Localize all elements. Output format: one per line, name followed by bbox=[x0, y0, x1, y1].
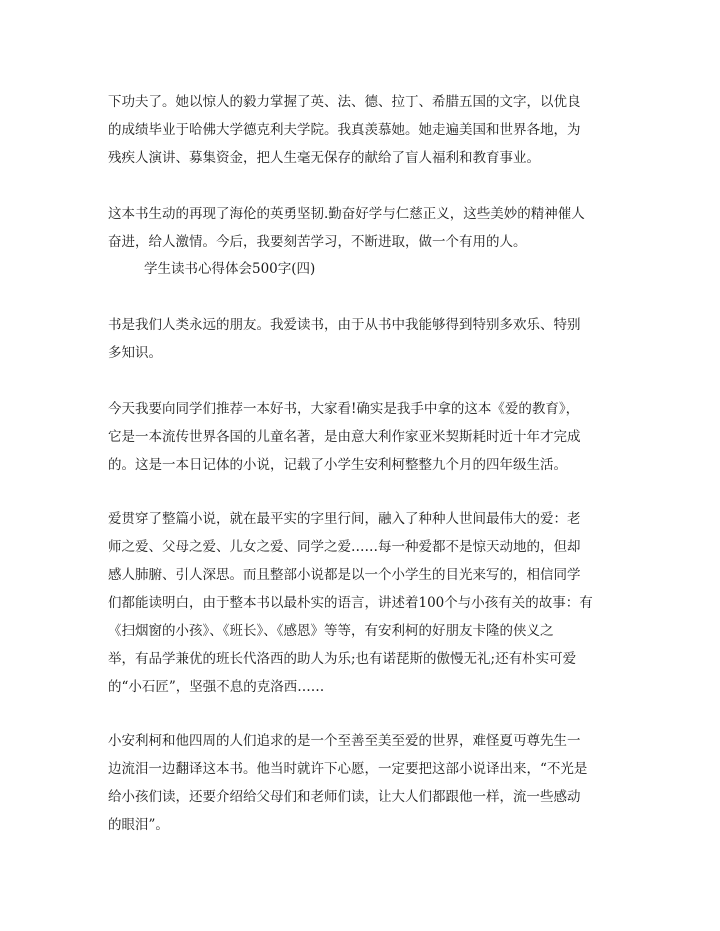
paragraph-helen-achievements bbox=[108, 88, 622, 172]
text-line: 感人肺腑、引人深思。而且整部小说都是以一个小学生的目光来写的，相信同学 bbox=[108, 567, 581, 583]
text-line: 它是一本流传世界各国的儿童名著，是由意大利作家亚米契斯耗时近十年才完成 bbox=[108, 429, 581, 445]
text-line: 下功夫了。她以惊人的毅力掌握了英、法、德、拉丁、希腊五国的文字，以优良 bbox=[108, 94, 581, 110]
text-line: 的“小石匠”，坚强不息的克洛西…… bbox=[108, 679, 325, 695]
text-line: 今天我要向同学们推荐一本好书，大家看!确实是我手中拿的这本《爱的教育》， bbox=[108, 401, 580, 417]
paragraph-love-theme bbox=[108, 505, 622, 701]
text-line: 残疾人演讲、募集资金，把人生毫无保存的献给了盲人福利和教育事业。 bbox=[108, 150, 540, 166]
text-line: 奋进，给人激情。今后，我要刻苦学习，不断进取，做一个有用的人。 bbox=[108, 234, 527, 250]
text-line: 《扫烟窗的小孩》、《班长》、《感恩》等等，有安利柯的好朋友卡隆的侠义之 bbox=[108, 623, 554, 639]
text-line: 给小孩们读，还要介绍给父母们和老师们读，让大人们都跟他一样，流一些感动 bbox=[108, 789, 581, 805]
text-line: 爱贯穿了整篇小说，就在最平实的字里行间，融入了种种人世间最伟大的爱：老 bbox=[108, 511, 581, 527]
section-heading: 学生读书心得体会500字(四) bbox=[144, 261, 316, 277]
paragraph-books-friends bbox=[108, 311, 622, 367]
text-line: 们都能读明白，由于整本书以最朴实的语言，讲述着100个与小孩有关的故事：有 bbox=[108, 595, 593, 611]
text-line: 的成绩毕业于哈佛大学德克利夫学院。我真羡慕她。她走遍美国和世界各地，为 bbox=[108, 122, 581, 138]
paragraph-translator-story bbox=[108, 727, 622, 839]
text-line: 书是我们人类永远的朋友。我爱读书，由于从书中我能够得到特别多欢乐、特别 bbox=[108, 317, 581, 333]
text-line: 的眼泪”。 bbox=[108, 817, 169, 833]
paragraph-book-recommendation bbox=[108, 395, 622, 479]
text-line: 师之爱、父母之爱、儿女之爱、同学之爱……每一种爱都不是惊天动地的，但却 bbox=[108, 539, 581, 555]
text-line: 举，有品学兼优的班长代洛西的助人为乐;也有诺琵斯的傲慢无礼;还有朴实可爱 bbox=[108, 651, 577, 667]
text-line: 的。这是一本日记体的小说，记载了小学生安利柯整整九个月的四年级生活。 bbox=[108, 457, 567, 473]
text-line: 边流泪一边翻译这本书。他当时就许下心愿，一定要把这部小说译出来，“不光是 bbox=[108, 761, 588, 777]
text-line: 小安利柯和他四周的人们追求的是一个至善至美至爱的世界，难怪夏丏尊先生一 bbox=[108, 733, 581, 749]
text-line: 这本书生动的再现了海伦的英勇坚韧.勤奋好学与仁慈正义，这些美妙的精神催人 bbox=[108, 206, 585, 222]
text-line: 多知识。 bbox=[108, 345, 162, 361]
paragraph-book-reflection bbox=[108, 200, 622, 256]
